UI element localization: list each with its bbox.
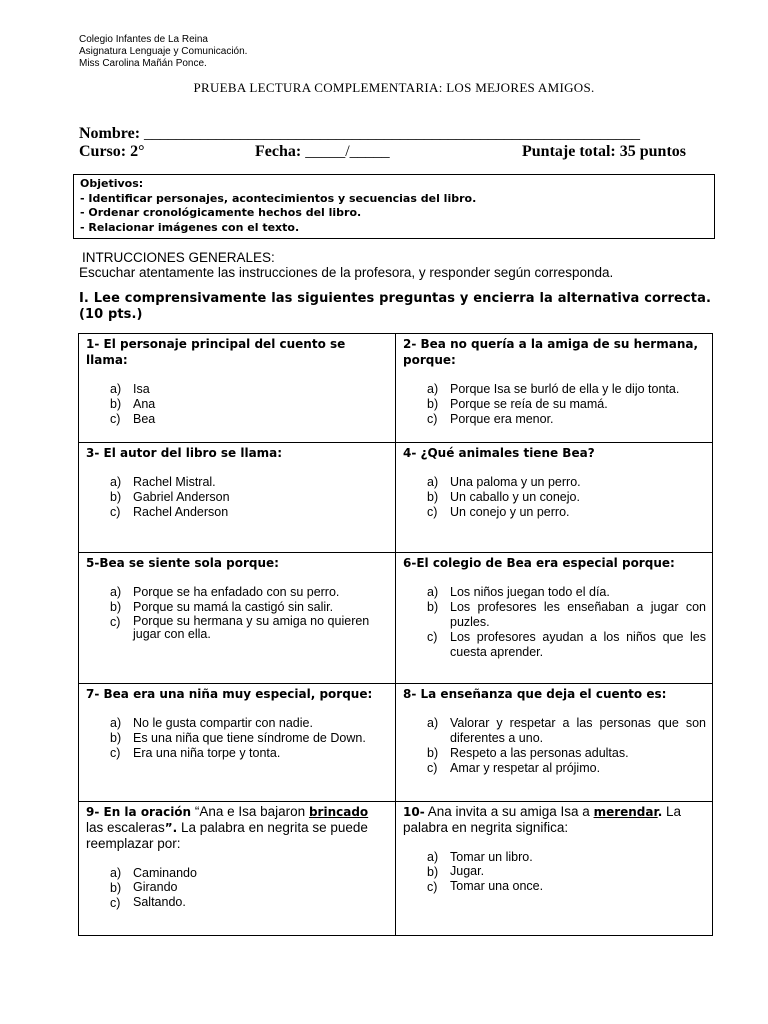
course-label: Curso: 2° xyxy=(79,143,145,160)
question-title: 7- Bea era una niña muy especial, porque: xyxy=(86,687,373,701)
subject-name: Asignatura Lenguaje y Comunicación. xyxy=(79,46,248,57)
answer-option[interactable]: b) Jugar. xyxy=(427,864,485,879)
date-label: Fecha: xyxy=(255,143,302,160)
question-cell xyxy=(79,553,396,684)
answer-option[interactable]: c) Un conejo y un perro. xyxy=(427,505,570,519)
answer-option[interactable]: c) Era una niña torpe y tonta. xyxy=(110,746,281,760)
answer-option[interactable]: b) Un caballo y un conejo. xyxy=(427,490,580,504)
question-title: 6-El colegio de Bea era especial porque: xyxy=(403,556,675,570)
answer-option[interactable]: c) Los profesores ayudan a los niños que les cuesta aprender. xyxy=(427,630,706,659)
answer-option[interactable]: a) Isa xyxy=(110,382,150,396)
answer-option[interactable]: a) Tomar un libro. xyxy=(427,850,533,864)
question-cell xyxy=(396,802,713,936)
score-label: Puntaje total: 35 puntos xyxy=(522,143,687,160)
question-cell xyxy=(79,802,396,936)
answer-option[interactable]: b) Gabriel Anderson xyxy=(110,490,230,504)
answer-option[interactable]: b) Porque se reía de su mamá. xyxy=(427,397,608,411)
question-title: 5-Bea se siente sola porque: xyxy=(86,556,279,570)
answer-option[interactable]: c) Tomar una once. xyxy=(427,879,544,894)
question-title: 2- Bea no quería a la amiga de su hermana, porque: xyxy=(403,337,699,367)
name-row xyxy=(79,125,640,143)
date-row xyxy=(255,143,390,161)
answer-option[interactable]: c) Porque su hermana y su amiga no quieren jugar con ella. xyxy=(110,614,370,641)
answer-option[interactable]: a) Una paloma y un perro. xyxy=(427,475,581,489)
objectives-box xyxy=(73,174,715,239)
instructions xyxy=(79,250,613,280)
question-cell xyxy=(396,684,713,802)
date-line[interactable]: _____/_____ xyxy=(305,143,390,160)
instructions-text: Escuchar atentamente las instrucciones de la profesora, y responder según corresponda. xyxy=(79,265,614,280)
section-title: I. Lee comprensivamente las siguientes preguntas y encierra la alternativa correcta.(10 pts.) xyxy=(79,291,711,322)
answer-option[interactable]: b) Ana xyxy=(110,397,156,411)
question-cell xyxy=(396,553,713,684)
page-title: PRUEBA LECTURA COMPLEMENTARIA: LOS MEJORES AMIGOS. xyxy=(193,80,595,95)
answer-option[interactable]: c) Saltando. xyxy=(110,895,186,910)
answer-option[interactable]: a) Valorar y respetar a las personas que son diferentes a uno. xyxy=(427,716,706,745)
answer-option[interactable]: a) No le gusta compartir con nadie. xyxy=(110,716,313,730)
answer-option[interactable]: c) Porque era menor. xyxy=(427,412,554,426)
answer-option[interactable]: a) Caminando xyxy=(110,866,197,880)
objectives-heading: Objetivos: xyxy=(80,177,144,190)
question-title: 3- El autor del libro se llama: xyxy=(86,446,283,460)
answer-option[interactable]: a) Rachel Mistral. xyxy=(110,475,216,489)
answer-option[interactable]: b) Es una niña que tiene síndrome de Down. xyxy=(110,731,366,745)
document-header xyxy=(79,34,247,70)
instructions-heading: INTRUCCIONES GENERALES: xyxy=(82,250,275,265)
question-cell xyxy=(79,334,396,443)
answer-option[interactable]: a) Los niños juegan todo el día. xyxy=(427,585,610,599)
teacher-name: Miss Carolina Mañán Ponce. xyxy=(79,58,207,69)
question-cell xyxy=(79,684,396,802)
question-title: 8- La enseñanza que deja el cuento es: xyxy=(403,687,667,701)
question-title: 1- El personaje principal del cuento se llama: xyxy=(86,337,346,367)
question-cell xyxy=(79,443,396,553)
bold-word: merendar xyxy=(593,805,658,819)
answer-option[interactable]: a) Porque Isa se burló de ella y le dijo tonta. xyxy=(427,382,680,396)
objective-item: - Identificar personajes, acontecimientos y secuencias del libro. xyxy=(80,191,477,205)
answer-option[interactable]: c) Rachel Anderson xyxy=(110,505,229,519)
questions-table xyxy=(78,333,713,936)
answer-option[interactable]: c) Amar y respetar al prójimo. xyxy=(427,761,601,775)
question-cell xyxy=(396,443,713,553)
objective-item: - Ordenar cronológicamente hechos del libro. xyxy=(80,206,362,219)
question-cell xyxy=(396,334,713,443)
school-name: Colegio Infantes de La Reina xyxy=(79,34,208,45)
bold-word: brincado xyxy=(308,805,369,819)
name-label: Nombre: xyxy=(79,125,141,142)
question-title: 9- En la oración “Ana e Isa bajaron brincado las escaleras”. La palabra en negrita se puede reemplazar por: xyxy=(86,804,369,851)
question-title: 10- Ana invita a su amiga Isa a merendar. La palabra en negrita significa: xyxy=(403,804,682,835)
objective-item: - Relacionar imágenes con el texto. xyxy=(80,220,300,234)
answer-option[interactable]: b) Los profesores les enseñaban a jugar con puzles. xyxy=(427,600,706,629)
answer-option[interactable]: c) Bea xyxy=(110,412,156,426)
name-line[interactable]: ______________________________________________________________ xyxy=(144,125,641,142)
answer-option[interactable]: a) Porque se ha enfadado con su perro. xyxy=(110,585,340,599)
answer-option[interactable]: b) Porque su mamá la castigó sin salir. xyxy=(110,600,334,614)
answer-option[interactable]: b) Respeto a las personas adultas. xyxy=(427,746,629,760)
question-title: 4- ¿Qué animales tiene Bea? xyxy=(403,446,595,460)
answer-option[interactable]: b) Girando xyxy=(110,880,178,895)
